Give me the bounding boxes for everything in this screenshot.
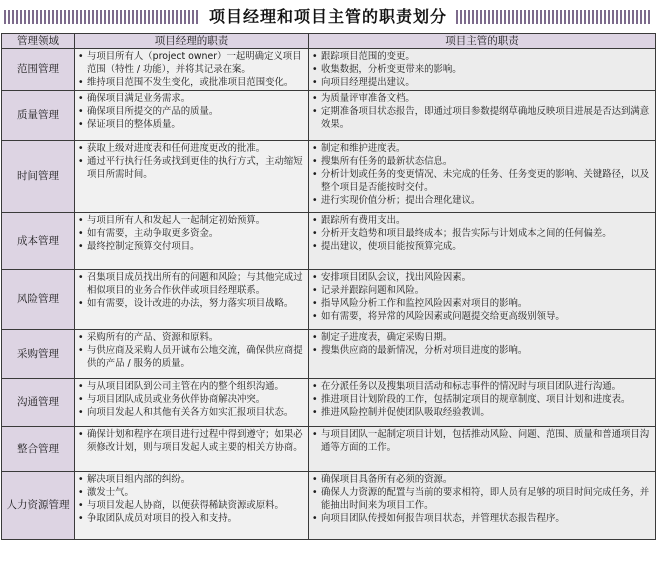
fm-cell [309,427,656,472]
responsibility-table [1,33,656,540]
pm-cell [75,472,309,540]
fm-duty-list [312,271,652,323]
fm-cell [309,330,656,379]
pm-cell [75,49,309,91]
title-stripe-left [4,10,200,24]
duty-item: • 如有需要，设计改进的办法，努力落实项目战略。 [78,297,305,310]
duty-item: • 通过平行执行任务或找到更佳的执行方式，主动缩短项目所需时间。 [78,155,305,181]
duty-item: • 激发士气。 [78,486,305,499]
table-row [2,330,656,379]
fm-duty-list [312,142,652,207]
duty-item: • 进行实现价值分析；提出合理化建议。 [312,194,652,207]
duty-item: • 推进项目计划阶段的工作，包括制定项目的规章制度、项目计划和进度表。 [312,393,652,406]
fm-duty-list [312,50,652,89]
header-row [2,34,656,49]
pm-duty-list [78,380,305,419]
duty-item: • 安排项目团队会议，找出风险因素。 [312,271,652,284]
duty-item: • 跟踪项目范围的变更。 [312,50,652,63]
area-cell: 采购管理 [2,330,75,379]
duty-item: • 记录并跟踪问题和风险。 [312,284,652,297]
pm-cell [75,141,309,213]
fm-duty-list [312,473,652,525]
duty-item: • 向项目团队传授如何报告项目状态，并管理状态报告程序。 [312,512,652,525]
page-title: 项目经理和项目主管的职责划分 [208,7,447,26]
duty-item: • 确保项目所提交的产品的质量。 [78,105,305,118]
duty-item: • 争取团队成员对项目的投入和支持。 [78,512,305,525]
duty-item: • 制定和维护进度表。 [312,142,652,155]
duty-item: • 向项目发起人和其他有关各方如实汇报项目状态。 [78,406,305,419]
pm-cell [75,427,309,472]
duty-item: • 指导风险分析工作和监控风险因素对项目的影响。 [312,297,652,310]
pm-duty-list [78,214,305,253]
area-cell: 时间管理 [2,141,75,213]
duty-item: • 与项目团队一起制定项目计划，包括推动风险、问题、范围、质量和普通项目沟通等方面的工作。 [312,428,652,454]
duty-item: • 跟踪所有费用支出。 [312,214,652,227]
fm-cell [309,270,656,330]
pm-duty-list [78,92,305,131]
table-row [2,472,656,540]
duty-item: • 与从项目团队到公司主管在内的整个组织沟通。 [78,380,305,393]
fm-duty-list [312,214,652,253]
table-row [2,270,656,330]
table-row [2,379,656,427]
duty-item: • 最终控制定预算交付项目。 [78,240,305,253]
duty-item: • 召集项目成员找出所有的问题和风险；与其他完成过相似项目的业务合作伙伴或项目经理联系。 [78,271,305,297]
pm-duty-list [78,428,305,454]
duty-item: • 维持项目范围不发生变化，或批准项目范围变化。 [78,76,305,89]
duty-item: • 与项目发起人协商，以便获得稀缺资源或原料。 [78,499,305,512]
table-row [2,213,656,270]
duty-item: • 在分派任务以及搜集项目活动和标志事件的情况时与项目团队进行沟通。 [312,380,652,393]
area-cell: 人力资源管理 [2,472,75,540]
fm-duty-list [312,331,652,357]
fm-cell [309,49,656,91]
title-stripe-right [456,10,652,24]
fm-duty-list [312,92,652,131]
duty-item: • 获取上级对进度表和任何进度更改的批准。 [78,142,305,155]
duty-item: • 分析计划或任务的变更情况、未完成的任务、任务变更的影响、关键路径，以及整个项目是否能按时交付。 [312,168,652,194]
pm-cell [75,330,309,379]
duty-item: • 与项目团队成员或业务伙伴协商解决冲突。 [78,393,305,406]
duty-item: • 与项目所有人和发起人一起制定初始预算。 [78,214,305,227]
duty-item: • 向项目经理提出建议。 [312,76,652,89]
duty-item: • 解决项目组内部的纠纷。 [78,473,305,486]
duty-item: • 制定子进度表，确定采购日期。 [312,331,652,344]
duty-item: • 确保项目满足业务需求。 [78,92,305,105]
duty-item: • 推进风险控制并促使团队吸取经验教训。 [312,406,652,419]
fm-cell [309,379,656,427]
duty-item: • 搜集所有任务的最新状态信息。 [312,155,652,168]
area-cell: 范围管理 [2,49,75,91]
header-area: 管理领域 [2,34,75,49]
area-cell: 质量管理 [2,91,75,141]
header-fm: 项目主管的职责 [309,34,656,49]
pm-duty-list [78,331,305,370]
area-cell: 沟通管理 [2,379,75,427]
area-cell: 成本管理 [2,213,75,270]
duty-item: • 与供应商及采购人员开诚布公地交流，确保供应商提供的产品 / 服务的质量。 [78,344,305,370]
pm-cell [75,213,309,270]
duty-item: • 如有需要，主动争取更多资金。 [78,227,305,240]
fm-cell [309,91,656,141]
duty-item: • 收集数据，分析变更带来的影响。 [312,63,652,76]
duty-item: • 搜集供应商的最新情况，分析对项目进度的影响。 [312,344,652,357]
duty-item: • 保证项目的整体质量。 [78,118,305,131]
header-pm: 项目经理的职责 [75,34,309,49]
duty-item: • 确保计划和程序在项目进行过程中得到遵守；如果必须修改计划，则与项目发起人或主要的相关方协商。 [78,428,305,454]
duty-item: • 采购所有的产品、资源和原料。 [78,331,305,344]
duty-item: • 与项目所有人（project owner）一起明确定义项目范围（特性 / 功能），并将其记录在案。 [78,50,305,76]
duty-item: • 确保项目具备所有必须的资源。 [312,473,652,486]
pm-duty-list [78,473,305,525]
table-row [2,141,656,213]
fm-duty-list [312,428,652,454]
pm-cell [75,91,309,141]
pm-duty-list [78,271,305,310]
duty-item: • 分析开支趋势和项目最终成本；报告实际与计划成本之间的任何偏差。 [312,227,652,240]
duty-item: • 为质量评审准备文档。 [312,92,652,105]
fm-cell [309,213,656,270]
table-row [2,49,656,91]
table-row [2,91,656,141]
fm-duty-list [312,380,652,419]
area-cell: 风险管理 [2,270,75,330]
title-bar [0,0,656,34]
table-body [2,49,656,540]
area-cell: 整合管理 [2,427,75,472]
fm-cell [309,141,656,213]
pm-cell [75,379,309,427]
table-row [2,427,656,472]
pm-duty-list [78,142,305,181]
duty-item: • 提出建议，使项目能按预算完成。 [312,240,652,253]
duty-item: • 定期准备项目状态报告，即通过项目参数提纲草确地反映项目进展是否达到满意效果。 [312,105,652,131]
fm-cell [309,472,656,540]
duty-item: • 如有需要，将异常的风险因素或问题提交给更高级别领导。 [312,310,652,323]
pm-duty-list [78,50,305,89]
pm-cell [75,270,309,330]
duty-item: • 确保人力资源的配置与当前的要求相符，即人员有足够的项目时间完成任务，并能抽出时间来为项目工作。 [312,486,652,512]
